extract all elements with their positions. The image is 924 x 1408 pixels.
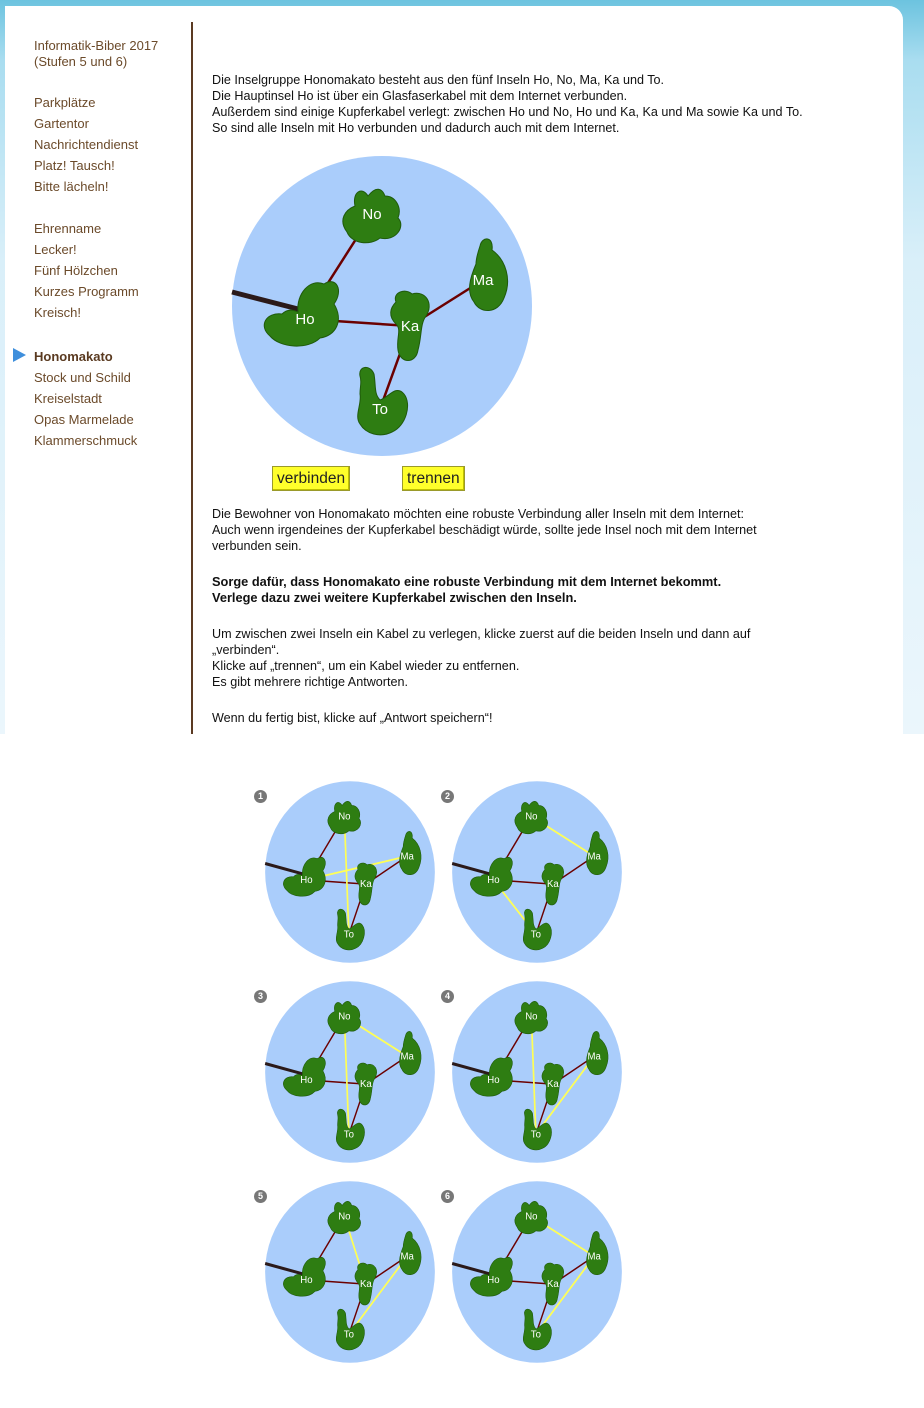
nav-item-nachrichtendienst[interactable]: Nachrichtendienst [34, 137, 139, 152]
island-label-ho: Ho [487, 874, 500, 886]
island-label-ka: Ka [359, 878, 372, 891]
howto-line: „verbinden“. [212, 643, 280, 657]
option-map [264, 980, 436, 1164]
task-line: Sorge dafür, dass Honomakato eine robuste Verbindung mit dem Internet bekommt. [212, 574, 722, 589]
nav-item-kurzes-programm[interactable]: Kurzes Programm [34, 284, 139, 299]
sidebar-title[interactable] [34, 38, 158, 70]
nav-item-fuenf-hoelzchen[interactable]: Fünf Hölzchen [34, 263, 118, 278]
island-label-no: No [362, 206, 382, 223]
island-label-ho: Ho [300, 874, 313, 886]
island-label-ma: Ma [472, 272, 494, 289]
island-label-ho: Ho [300, 1074, 313, 1086]
nav-group-1 [34, 92, 138, 197]
island-label-to: To [372, 401, 388, 418]
description-text [212, 506, 892, 554]
nav-item-lecker[interactable]: Lecker! [34, 242, 77, 257]
option-number-badge: 4 [441, 990, 454, 1003]
nav-item-platz-tausch[interactable]: Platz! Tausch! [34, 158, 115, 173]
island-label-no: No [525, 1011, 538, 1023]
option-map [451, 1180, 623, 1364]
option-map [451, 980, 623, 1164]
intro-line: Die Hauptinsel Ho ist über ein Glasfaserkabel mit dem Internet verbunden. [212, 89, 628, 103]
nav-item-parkplaetze[interactable]: Parkplätze [34, 95, 96, 110]
island-label-ma: Ma [400, 851, 414, 863]
map-group [265, 1181, 435, 1363]
task-line: Verlege dazu zwei weitere Kupferkabel zwischen den Inseln. [212, 590, 577, 605]
option-number-badge: 6 [441, 1190, 454, 1203]
island-label-to: To [343, 1129, 354, 1141]
island-label-no: No [525, 811, 538, 823]
option-map [264, 1180, 436, 1364]
sidebar-title-line: Informatik-Biber 2017 [34, 38, 159, 53]
map-group [265, 981, 435, 1163]
triangle-arrow-icon [13, 348, 26, 362]
task-text [212, 574, 892, 606]
sidebar-divider [191, 22, 193, 734]
nav-item-kreisch[interactable]: Kreisch! [34, 305, 81, 320]
option-number-badge: 5 [254, 1190, 267, 1203]
island-label-ho: Ho [295, 311, 315, 328]
island-label-ka: Ka [359, 1278, 372, 1291]
island-label-ka: Ka [546, 878, 559, 891]
nav-item-honomakato[interactable]: Honomakato [34, 349, 113, 364]
option-map [451, 780, 623, 964]
island-label-ka: Ka [546, 1278, 559, 1291]
island-label-no: No [525, 1211, 538, 1223]
island-map[interactable] [230, 154, 534, 458]
island-label-to: To [530, 1329, 541, 1341]
nav-item-opas-marmelade[interactable]: Opas Marmelade [34, 412, 134, 427]
nav-group-2 [34, 218, 139, 323]
intro-text [212, 72, 892, 136]
map-group [452, 981, 622, 1163]
intro-line: Außerdem sind einige Kupferkabel verlegt: zwischen Ho und No, Ho und Ka, Ka und Ma sowie Ka und To. [212, 105, 803, 119]
nav-item-klammerschmuck[interactable]: Klammerschmuck [34, 433, 138, 448]
option-number-badge: 3 [254, 990, 267, 1003]
map-group [265, 781, 435, 963]
howto-line: Klicke auf „trennen“, um ein Kabel wieder zu entfernen. [212, 659, 520, 673]
island-label-to: To [343, 1329, 354, 1341]
finish-text [212, 710, 892, 726]
nav-item-ehrenname[interactable]: Ehrenname [34, 221, 102, 236]
disconnect-button[interactable]: trennen [402, 466, 465, 491]
howto-text [212, 626, 892, 690]
description-line: Auch wenn irgendeines der Kupferkabel beschädigt würde, sollte jede Insel noch mit dem Internet [212, 523, 757, 537]
island-label-ma: Ma [400, 1051, 414, 1063]
island-label-ka: Ka [359, 1078, 372, 1091]
nav-group-3 [34, 346, 137, 451]
map-group [232, 156, 532, 456]
sidebar-title-line: (Stufen 5 und 6) [34, 54, 128, 69]
island-label-no: No [338, 1211, 351, 1223]
nav-item-gartentor[interactable]: Gartentor [34, 116, 89, 131]
island-label-no: No [338, 1011, 351, 1023]
connect-button[interactable]: verbinden [272, 466, 350, 491]
nav-item-bitte-laecheln[interactable]: Bitte lächeln! [34, 179, 109, 194]
option-number-badge: 2 [441, 790, 454, 803]
island-label-to: To [530, 1129, 541, 1141]
option-map [264, 780, 436, 964]
intro-line: Die Inselgruppe Honomakato besteht aus den fünf Inseln Ho, No, Ma, Ka und To. [212, 73, 665, 87]
howto-line: Um zwischen zwei Inseln ein Kabel zu verlegen, klicke zuerst auf die beiden Inseln und dann auf [212, 627, 751, 641]
island-label-ka: Ka [546, 1078, 559, 1091]
island-label-ho: Ho [487, 1274, 500, 1286]
option-number-badge: 1 [254, 790, 267, 803]
description-line: verbunden sein. [212, 539, 302, 553]
island-label-ho: Ho [300, 1274, 313, 1286]
finish-line: Wenn du fertig bist, klicke auf „Antwort speichern“! [212, 711, 493, 725]
island-label-ma: Ma [400, 1251, 414, 1263]
nav-item-stock-und-schild[interactable]: Stock und Schild [34, 370, 131, 385]
map-group [452, 781, 622, 963]
island-label-to: To [530, 929, 541, 941]
nav-item-kreiselstadt[interactable]: Kreiselstadt [34, 391, 102, 406]
island-label-ka: Ka [400, 318, 420, 335]
intro-line: So sind alle Inseln mit Ho verbunden und dadurch auch mit dem Internet. [212, 121, 620, 135]
island-label-ma: Ma [587, 1251, 601, 1263]
island-label-ma: Ma [587, 1051, 601, 1063]
island-label-ho: Ho [487, 1074, 500, 1086]
island-label-ma: Ma [587, 851, 601, 863]
description-line: Die Bewohner von Honomakato möchten eine robuste Verbindung aller Inseln mit dem Internet: [212, 507, 745, 521]
island-label-no: No [338, 811, 351, 823]
island-label-to: To [343, 929, 354, 941]
howto-line: Es gibt mehrere richtige Antworten. [212, 675, 408, 689]
map-group [452, 1181, 622, 1363]
